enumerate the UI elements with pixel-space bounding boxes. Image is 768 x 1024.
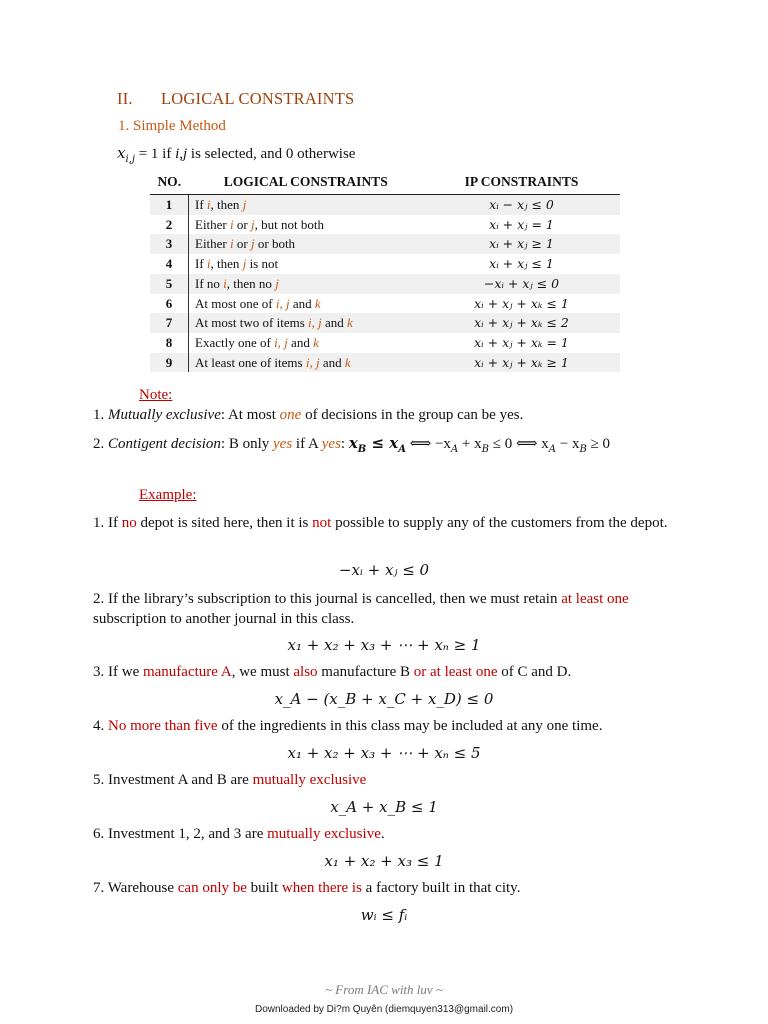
text-run: If — [195, 256, 207, 272]
text-run: not — [312, 515, 332, 531]
text-run: and — [321, 315, 348, 331]
logical-constraint-cell — [189, 333, 424, 353]
logical-constraints-table — [150, 172, 620, 372]
text-run: k — [313, 334, 319, 350]
text-run: and — [289, 295, 315, 311]
ip-constraint-cell: −xᵢ + xⱼ ≤ 0 — [423, 274, 620, 294]
text-run: one — [279, 407, 302, 423]
text-run: also — [293, 664, 318, 680]
logical-constraint-cell — [189, 254, 424, 274]
text-run: subscription to another journal in this class. — [93, 611, 355, 627]
table-row — [150, 274, 620, 294]
text-run: Either — [195, 236, 231, 252]
text-run: 3. If we — [93, 664, 143, 680]
text-run: − x — [555, 436, 580, 452]
example-3-equation: x_A − (x_B + x_C + x_D) ≤ 0 — [274, 690, 494, 708]
column-header-ip: IP CONSTRAINTS — [423, 172, 620, 195]
section-heading — [117, 89, 354, 109]
text-run: i — [230, 236, 234, 252]
logical-constraint-cell — [189, 234, 424, 254]
logical-constraint-cell — [189, 353, 424, 373]
example-5-text — [93, 770, 693, 790]
table-row — [150, 254, 620, 274]
row-number: 8 — [150, 333, 189, 353]
text-run: Mutually exclusive — [108, 407, 221, 423]
text-run: At least one of items — [195, 354, 306, 370]
ip-constraint-cell: xᵢ + xⱼ ≥ 1 — [423, 234, 620, 254]
example-6-text — [93, 824, 693, 844]
text-run: k — [344, 354, 351, 370]
text-run: manufacture B — [317, 664, 414, 680]
ip-constraint-cell: xᵢ + xⱼ ≤ 1 — [489, 256, 554, 272]
footer-tagline: ~ From IAC with luv ~ — [325, 982, 443, 997]
text-run: mutually exclusive — [267, 826, 381, 842]
table-row — [150, 215, 620, 235]
text-run: and — [287, 334, 314, 350]
logical-constraint-cell — [189, 274, 424, 294]
row-number: 5 — [150, 274, 189, 294]
table-row — [150, 333, 620, 353]
table-row — [150, 234, 620, 254]
ip-constraint-cell: xᵢ + xⱼ = 1 — [489, 216, 554, 232]
text-run: i, j — [305, 354, 320, 370]
text-run: possible to supply any of the customers from the depot. — [331, 515, 668, 531]
text-run: Exactly one of — [195, 334, 275, 350]
row-number: 7 — [150, 313, 189, 333]
text-run: ≥ 0 — [586, 436, 611, 452]
note-label: Note: — [139, 387, 173, 403]
text-run: B — [579, 444, 587, 455]
text-run: If — [195, 197, 207, 212]
text-run: ≤ x — [366, 434, 399, 452]
example-label: Example: — [139, 487, 197, 503]
text-run: ⟺ −x — [405, 436, 451, 452]
text-run: 1. — [93, 407, 108, 423]
ip-constraint-cell: xᵢ + xⱼ + xₖ ≥ 1 — [423, 353, 620, 373]
text-run: A — [548, 444, 556, 455]
text-run: No more than five — [108, 718, 218, 734]
text-run: : At most — [220, 407, 280, 423]
row-number: 1 — [150, 195, 189, 215]
example-5-equation: x_A + x_B ≤ 1 — [330, 798, 438, 816]
row-number: 2 — [150, 215, 189, 235]
text-run: or at least one — [413, 664, 498, 680]
row-number: 6 — [150, 294, 189, 314]
table-header-row — [150, 172, 620, 195]
ip-constraint-cell: xᵢ + xⱼ + xₖ ≤ 1 — [474, 295, 569, 311]
text-run: i, j — [275, 295, 290, 311]
table-row — [150, 353, 620, 373]
text-run: a factory built in that city. — [361, 880, 521, 896]
table-row — [150, 313, 620, 333]
example-6-equation: x₁ + x₂ + x₃ ≤ 1 — [324, 852, 444, 870]
text-run: is not — [246, 256, 279, 272]
text-run: j — [250, 216, 255, 232]
text-run: x — [348, 434, 358, 452]
example-1-text — [93, 513, 693, 533]
section-number: II. — [117, 89, 133, 108]
text-run: 2. If the library’s subscription to this journal is cancelled, then we must retain — [93, 591, 562, 607]
text-run: 4. — [93, 718, 108, 734]
text-run: or — [233, 216, 251, 232]
text-run: of the ingredients in this class may be included at any one time. — [217, 718, 603, 734]
text-run: A — [450, 444, 459, 455]
example-2-text — [93, 589, 693, 629]
section-title: LOGICAL CONSTRAINTS — [161, 89, 355, 108]
text-run: At most one of — [195, 295, 276, 311]
text-run: 5. Investment A and B are — [93, 772, 253, 788]
ip-constraint-cell: xᵢ + xⱼ + xₖ = 1 — [474, 334, 569, 350]
ip-constraint-cell: xᵢ − xⱼ ≤ 0 — [423, 195, 620, 215]
text-run: or both — [254, 236, 296, 252]
text-run: ≤ 0 ⟺ x — [489, 436, 549, 452]
text-run: k — [347, 315, 353, 331]
text-run: built — [246, 880, 282, 896]
text-run: j — [242, 197, 247, 212]
text-run: manufacture A — [142, 664, 232, 680]
text-run: B — [481, 444, 489, 455]
example-4-equation: x₁ + x₂ + x₃ + ⋯ + xₙ ≤ 5 — [287, 744, 481, 762]
text-run: no — [121, 515, 137, 531]
ip-constraint-cell: xᵢ + xⱼ + xₖ ≤ 2 — [423, 313, 620, 333]
text-run: and — [319, 354, 345, 370]
text-run: k — [314, 295, 321, 311]
table-row — [150, 294, 620, 314]
text-run: A — [398, 444, 406, 455]
text-run: : B only — [220, 436, 273, 452]
text-run: of decisions in the group can be yes. — [301, 407, 524, 423]
note-1 — [93, 405, 693, 425]
row-number: 9 — [150, 353, 189, 373]
text-run: , then no — [226, 275, 276, 291]
text-run: j — [250, 236, 255, 252]
example-7-equation: wᵢ ≤ fᵢ — [360, 906, 408, 924]
example-7-text — [93, 878, 693, 898]
text-run: 6. Investment 1, 2, and 3 are — [93, 826, 268, 842]
example-2-equation: x₁ + x₂ + x₃ + ⋯ + xₙ ≥ 1 — [287, 636, 481, 654]
text-run: if A — [292, 436, 322, 452]
note-2 — [93, 433, 693, 460]
text-run: depot is sited here, then it is — [136, 515, 313, 531]
text-run: , then — [210, 256, 243, 272]
text-run: B — [357, 444, 367, 455]
text-run: i, j — [274, 334, 288, 350]
logical-constraint-cell — [189, 215, 424, 235]
text-run: when there is — [281, 880, 362, 896]
example-3-text — [93, 662, 693, 682]
logical-constraint-cell — [189, 195, 424, 215]
text-run: at least one — [561, 591, 629, 607]
text-run: or — [233, 236, 251, 252]
text-run: + x — [458, 436, 482, 452]
text-run: Contigent decision — [108, 436, 221, 452]
example-1-equation: −xᵢ + xⱼ ≤ 0 — [338, 561, 430, 579]
text-run: can only be — [177, 880, 247, 896]
text-run: i — [230, 216, 234, 232]
text-run: mutually exclusive — [252, 772, 367, 788]
text-run: . — [380, 826, 385, 842]
text-run: : — [340, 436, 349, 452]
logical-constraint-cell — [189, 294, 424, 314]
text-run: i, j — [308, 315, 322, 331]
variable-definition: $x_{i,j} = 1$ if i,j is selected, and 0 otherwise — [117, 144, 356, 165]
text-run: At most two of items — [195, 315, 309, 331]
footer-download-note: Downloaded by Di?m Quyên (diemquyen313@gmail.com) — [254, 1004, 514, 1015]
text-run: i — [206, 197, 211, 212]
text-run: i — [223, 275, 227, 291]
subsection-heading: 1. Simple Method — [118, 118, 226, 134]
logical-constraint-cell — [189, 313, 424, 333]
text-run: j — [275, 275, 279, 291]
text-run: i — [206, 256, 211, 272]
text-run: 2. — [93, 436, 108, 452]
text-run: yes — [273, 436, 293, 452]
text-run: yes — [321, 436, 341, 452]
example-4-text — [93, 716, 693, 736]
text-run: , then — [210, 197, 243, 212]
text-run: j — [242, 256, 247, 272]
column-header-no: NO. — [150, 172, 189, 195]
row-number: 3 — [150, 234, 189, 254]
text-run: , but not both — [254, 216, 324, 232]
row-number: 4 — [150, 254, 189, 274]
column-header-logical: LOGICAL CONSTRAINTS — [189, 172, 424, 195]
text-run: 7. Warehouse — [93, 880, 178, 896]
text-run: If no — [195, 275, 224, 291]
table-row — [150, 195, 620, 215]
text-run: Either — [195, 216, 231, 232]
text-run: , we must — [231, 664, 294, 680]
text-run: 1. If — [93, 515, 122, 531]
text-run: of C and D. — [497, 664, 572, 680]
